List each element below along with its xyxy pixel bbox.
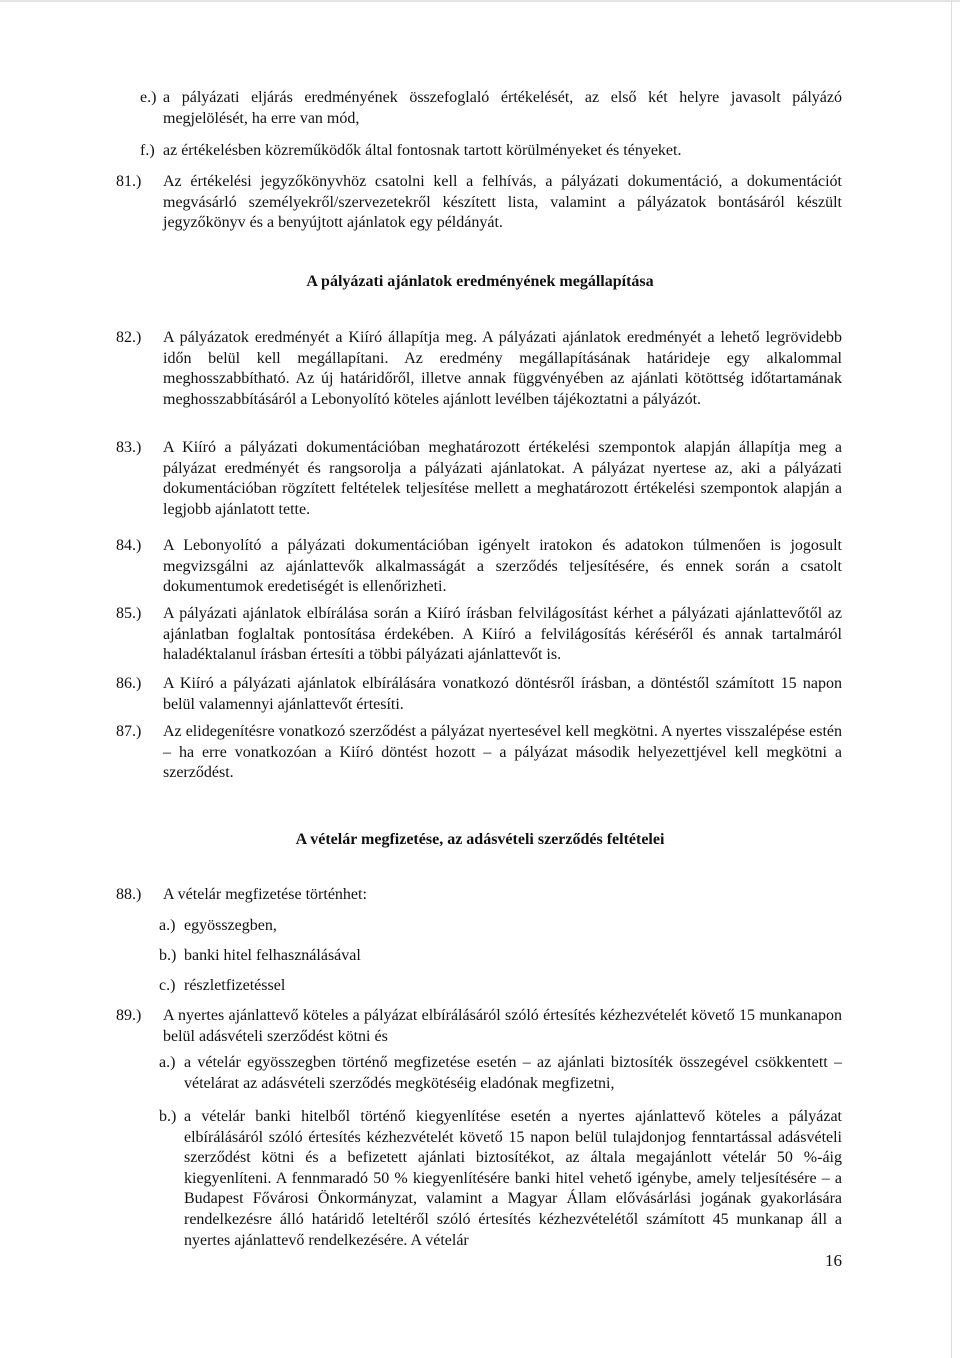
paragraph-text: A Lebonyolító a pályázati dokumentációban igényelt iratokon és adatokon túlmenően is jogosult megvizsgálni az ajánlattevők alkalmasságát a szerződés teljesítésére, és ennek során a csatolt dokumentumok eredetiségét is ellenőrizheti.	[163, 537, 842, 596]
page-number: 16	[825, 1251, 842, 1270]
item-number: a.)	[159, 1054, 176, 1071]
list-item-88a	[159, 916, 839, 937]
paragraph-88	[116, 885, 842, 906]
paragraph-number: 82.)	[116, 329, 142, 346]
item-text: a vételár banki hitelből történő kiegyenlítése esetén a nyertes ajánlattevő köteles a pályázat elbírálásáról szóló értesítés kézhezvételét követő 15 napon belül tulajdonjog fenntartással adásvételi szerződést kötni és a befizetett ajánlati biztosítékot, az általa megajánlott vételár 50 %-áig kiegyenlíteni. A fennmaradó 50 % kiegyenlítésére banki hitel vehető igénybe, amely teljesítésére – a Budapest Fővárosi Önkormányzat, valamint a Magyar Állam elővásárlási jogának gyakorlására rendelkezésre álló határidő leteltéről szóló értesítés kézhezvételétől számított 45 munkanap áll a nyertes ajánlattevő rendelkezésére. A vételár	[184, 1108, 842, 1249]
item-number: e.)	[140, 89, 157, 106]
paragraph-text: A Kiíró a pályázati dokumentációban meghatározott értékelési szempontok alapján állapítja meg a pályázat eredményét és rangsorolja a pályázati ajánlatokat. A pályázat nyertese az, aki a pályázati dokumentációban rögzített feltételek teljesítése mellett a meghatározott értékelési szempontok alapján a legjobb ajánlatott tette.	[163, 439, 842, 518]
paragraph-number: 81.)	[116, 173, 142, 190]
paragraph-text: A nyertes ajánlattevő köteles a pályázat elbírálásáról szóló értesítés kézhezvételét követő 15 munkanapon belül adásvételi szerződést kötni és	[163, 1007, 842, 1045]
paragraph-86	[116, 674, 842, 715]
item-text: egyösszegben,	[184, 917, 277, 934]
paragraph-89	[116, 1006, 842, 1047]
list-item-88c	[159, 976, 839, 997]
paragraph-82	[116, 328, 842, 410]
paragraph-number: 86.)	[116, 675, 142, 692]
paragraph-number: 85.)	[116, 605, 142, 622]
item-text: a pályázati eljárás eredményének összefoglaló értékelését, az első két helyre javasolt pályázó megjelölését, ha erre van mód,	[163, 89, 842, 127]
paragraph-number: 88.)	[116, 886, 142, 903]
paragraph-83	[116, 438, 842, 520]
item-number: f.)	[140, 142, 155, 159]
section-heading-payment: A vételár megfizetése, az adásvételi szerződés feltételei	[295, 831, 665, 848]
paragraph-text: Az értékelési jegyzőkönyvhöz csatolni kell a felhívás, a pályázati dokumentáció, a dokumentációt megvásárló személyekről/szervezetekről készített lista, valamint a pályázatok bontásáról készült jegyzőkönyv és a benyújtott ajánlatok egy példányát.	[163, 173, 842, 232]
paragraph-81	[116, 172, 842, 234]
item-number: b.)	[159, 1108, 177, 1125]
paragraph-number: 83.)	[116, 439, 142, 456]
item-number: c.)	[159, 977, 176, 994]
list-item-f	[140, 141, 842, 162]
paragraph-text: A vételár megfizetése történhet:	[163, 886, 367, 903]
list-item-89b	[159, 1107, 842, 1251]
paragraph-text: A pályázatok eredményét a Kiíró állapítja meg. A pályázati ajánlatok eredményét a lehető legrövidebb időn belül kell megállapítani. Az eredmény megállapításának határideje egy alkalommal meghosszabbítható. Az új határidőről, illetve annak függvényében az ajánlati kötöttség időtartamának meghosszabbításáról a Lebonyolító köteles ajánlott levélben tájékoztatni a pályázót.	[163, 329, 842, 408]
paragraph-87	[116, 722, 842, 784]
paragraph-text: A Kiíró a pályázati ajánlatok elbírálására vonatkozó döntésről írásban, a döntéstől számított 15 napon belül valamennyi ajánlattevőt értesíti.	[163, 675, 842, 713]
list-item-89a	[159, 1053, 842, 1094]
list-item-88b	[159, 946, 839, 967]
paragraph-85	[116, 604, 842, 666]
list-item-e	[140, 88, 842, 129]
paragraph-84	[116, 536, 842, 598]
item-number: a.)	[159, 917, 176, 934]
item-text: banki hitel felhasználásával	[184, 947, 361, 964]
paragraph-number: 84.)	[116, 537, 142, 554]
section-heading-results: A pályázati ajánlatok eredményének megállapítása	[306, 273, 654, 290]
item-text: az értékelésben közreműködők által fontosnak tartott körülményeket és tényeket.	[163, 142, 682, 159]
paragraph-text: A pályázati ajánlatok elbírálása során a Kiíró írásban felvilágosítást kérhet a pályázati ajánlattevőtől az ajánlatban foglaltak pontosítása érdekében. A Kiíró a felvilágosítás kéréséről és annak tartalmáról haladéktalanul írásban értesíti a többi pályázati ajánlattevőt is.	[163, 605, 842, 664]
scan-top-edge	[0, 0, 960, 2]
item-number: b.)	[159, 947, 177, 964]
scan-right-edge	[951, 0, 952, 1358]
item-text: a vételár egyösszegben történő megfizetése esetén – az ajánlati biztosíték összegével csökkentett – vételárat az adásvételi szerződés megkötéséig eladónak megfizetni,	[184, 1054, 842, 1092]
paragraph-text: Az elidegenítésre vonatkozó szerződést a pályázat nyertesével kell megkötni. A nyertes visszalépése estén – ha erre vonatkozóan a Kiíró döntést hozott – a pályázat második helyezettjével kell megkötni a szerződést.	[163, 723, 842, 782]
paragraph-number: 89.)	[116, 1007, 142, 1024]
item-text: részletfizetéssel	[184, 977, 286, 994]
paragraph-number: 87.)	[116, 723, 142, 740]
